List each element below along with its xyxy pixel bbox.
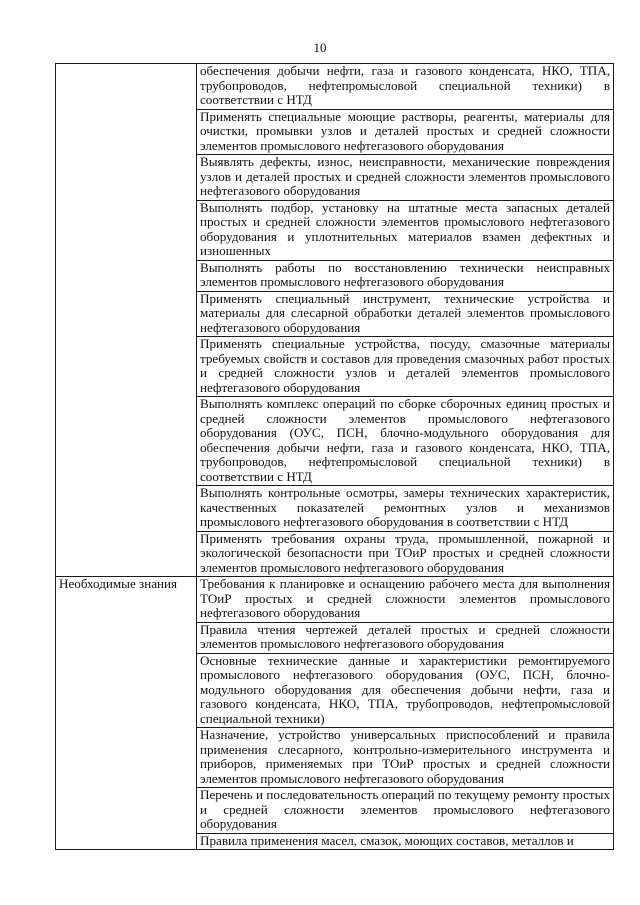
skill-item: обеспечения добычи нефти, газа и газового конденсата, НКО, ТПА, трубопроводов, нефтепромысловой специальной техники) в соответствии с НТД — [197, 64, 614, 110]
knowledge-item: Перечень и последовательность операций по текущему ремонту простых и средней сложности элементов промыслового нефтегазового оборудования — [197, 788, 614, 834]
skill-item: Выполнять комплекс операций по сборке сборочных единиц простых и средней сложности элементов промыслового нефтегазового оборудования (ОУС, ПСН, блочно-модульного оборудования для обеспечения добычи нефти, газа и газового конденсата, НКО, ТПА, трубопроводов, нефтепромысловой специальной техники) в соответствии с НТД — [197, 397, 614, 486]
knowledge-item: Основные технические данные и характеристики ремонтируемого промыслового нефтегазового оборудования (ОУС, ПСН, блочно-модульного оборудования для обеспечения добычи нефти, газа и газового конденсата, НКО, ТПА, трубопроводов, нефтепромысловой специальной техники) — [197, 653, 614, 728]
category-cell — [56, 64, 197, 577]
skill-item: Выполнять контрольные осмотры, замеры технических характеристик, качественных показателей ремонтных узлов и механизмов промыслового нефтегазового оборудования в соответствии с НТД — [197, 486, 614, 532]
page-number: 10 — [313, 40, 327, 55]
category-cell-required-knowledge: Необходимые знания — [56, 577, 197, 850]
skill-item: Применять специальные устройства, посуду, смазочные материалы требуемых свойств и составов для проведения смазочных работ простых и средней сложности узлов и деталей элементов промыслового нефтегазового оборудования — [197, 337, 614, 397]
knowledge-item: Правила чтения чертежей деталей простых и средней сложности элементов промыслового нефтегазового оборудования — [197, 622, 614, 653]
skill-item: Применять требования охраны труда, промышленной, пожарной и экологической безопасности при ТОиР простых и средней сложности элементов промыслового нефтегазового оборудования — [197, 531, 614, 577]
skill-item: Выполнять подбор, установку на штатные места запасных деталей простых и средней сложности элементов промыслового нефтегазового оборудования и уплотнительных материалов взамен дефектных и изношенных — [197, 200, 614, 260]
knowledge-item: Правила применения масел, смазок, моющих составов, металлов и — [197, 833, 614, 850]
skill-item: Выполнять работы по восстановлению технически неисправных элементов промыслового нефтегазового оборудования — [197, 260, 614, 291]
knowledge-item: Назначение, устройство универсальных приспособлений и правила применения слесарного, контрольно-измерительного инструмента и приборов, применяемых при ТОиР простых и средней сложности элементов промыслового нефтегазового оборудования — [197, 728, 614, 788]
skill-item: Применять специальные моющие растворы, реагенты, материалы для очистки, промывки узлов и деталей простых и средней сложности элементов промыслового нефтегазового оборудования — [197, 109, 614, 155]
skill-item: Применять специальный инструмент, технические устройства и материалы для слесарной обработки деталей элементов промыслового нефтегазового оборудования — [197, 291, 614, 337]
table-row — [56, 64, 614, 110]
skill-item: Выявлять дефекты, износ, неисправности, механические повреждения узлов и деталей простых и средней сложности элементов промыслового нефтегазового оборудования — [197, 155, 614, 201]
table-row — [56, 577, 614, 623]
knowledge-item: Требования к планировке и оснащению рабочего места для выполнения ТОиР простых и средней сложности элементов промыслового нефтегазового оборудования — [197, 577, 614, 623]
requirements-table — [55, 63, 614, 850]
